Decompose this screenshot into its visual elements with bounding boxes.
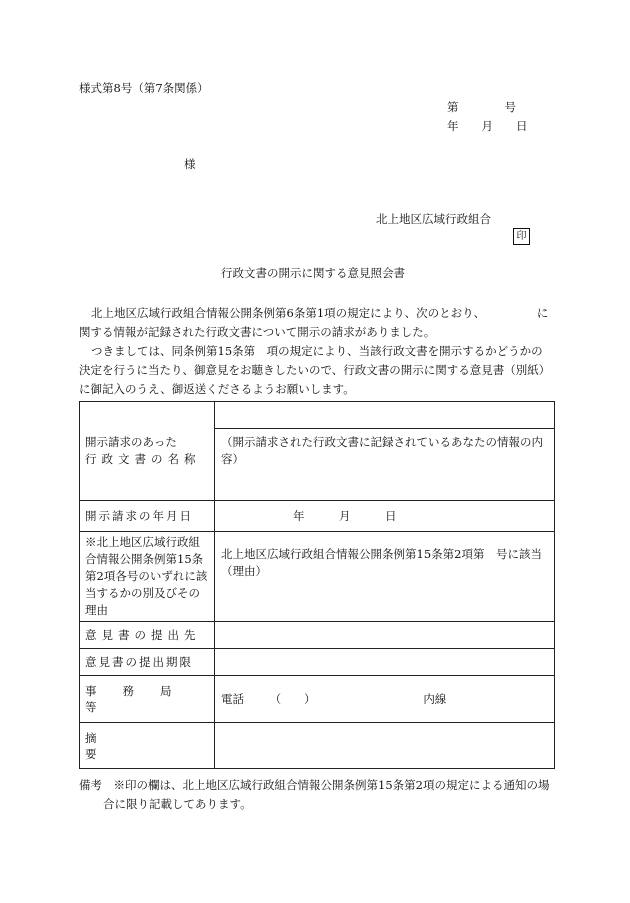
requested-document-title-field[interactable] (215, 402, 555, 429)
table-row (80, 501, 555, 532)
seal-mark: 印 (513, 228, 530, 245)
table-row (80, 649, 555, 676)
extension-label: 内線 (423, 692, 447, 706)
area-code-parens: （ ） (269, 692, 316, 706)
phone-label: 電話 (221, 692, 244, 706)
request-date-label (80, 501, 215, 532)
office-label (80, 676, 215, 723)
remark-line1: 備考 ※印の欄は、北上地区広域行政組合情報公開条例第15条第2項の規定による通知の場 (79, 778, 550, 792)
row5-label: 意見書の提出期限 (85, 655, 193, 669)
row1-label-line2: 行政文書の名称 (85, 452, 201, 466)
body-p2-line2: 決定を行うに当たり、御意見をお聴きしたいので、行政文書の開示に関する意見書（別紙） (79, 363, 551, 377)
document-number: 第 号 (447, 100, 516, 114)
requested-document-info-field[interactable] (215, 429, 555, 501)
body-p2-line1: つきましては、同条例第15条第 項の規定により、当該行政文書を開示するかどうかの (91, 344, 543, 358)
row2-value: 年 月 日 (293, 509, 397, 523)
submission-destination-field[interactable] (215, 622, 555, 649)
addressee-suffix: 様 (184, 157, 196, 171)
remark-line2: 合に限り記載してあります。 (103, 797, 252, 811)
table-row (80, 402, 555, 429)
office-contact-field[interactable] (215, 676, 555, 723)
sender-name: 北上地区広域行政組合 (376, 212, 491, 226)
body-p2-line3: に御記入のうえ、御返送くださるようお願いします。 (79, 382, 355, 396)
table-row (80, 532, 555, 622)
summary-label (80, 723, 215, 769)
row2-label: 開示請求の年月日 (85, 509, 193, 523)
form-number: 様式第8号（第7条関係） (79, 81, 209, 95)
document-title: 行政文書の開示に関する意見照会書 (221, 266, 405, 280)
info-table (79, 401, 555, 769)
table-row (80, 723, 555, 769)
row3-value-line1: 北上地区広域行政組合情報公開条例第15条第2項第 号に該当 (221, 547, 542, 561)
row1-value-note: （開示請求された行政文書に記録されているあなたの情報の内容） (221, 435, 543, 466)
table-row (80, 676, 555, 723)
row6-label: 事務局等 (85, 684, 198, 714)
requested-document-label (80, 402, 215, 501)
summary-field[interactable] (215, 723, 555, 769)
request-date-field[interactable] (215, 501, 555, 532)
row3-label: ※北上地区広域行政組合情報公開条例第15条第2項各号のいずれに該当するかの別及びその理由 (85, 535, 208, 617)
row1-label-line1: 開示請求のあった (85, 435, 177, 449)
body-p1-line1: 北上地区広域行政組合情報公開条例第6条第1項の規定により、次のとおり、 に (91, 306, 549, 320)
clause-reason-label (80, 532, 215, 622)
row4-label: 意見書の提出先 (85, 628, 201, 642)
row7-label: 摘要 (85, 730, 185, 761)
submission-destination-label (80, 622, 215, 649)
clause-reason-field[interactable] (215, 532, 555, 622)
document-date: 年 月 日 (447, 119, 528, 133)
body-paragraph-1 (79, 304, 553, 342)
body-p1-line2: 関する情報が記録された行政文書について開示の請求がありました。 (79, 325, 436, 339)
submission-deadline-label (80, 649, 215, 676)
table-row (80, 622, 555, 649)
body-paragraph-2 (79, 342, 553, 399)
row3-value-line2: （理由） (221, 564, 267, 578)
submission-deadline-field[interactable] (215, 649, 555, 676)
remarks-note (79, 776, 559, 814)
